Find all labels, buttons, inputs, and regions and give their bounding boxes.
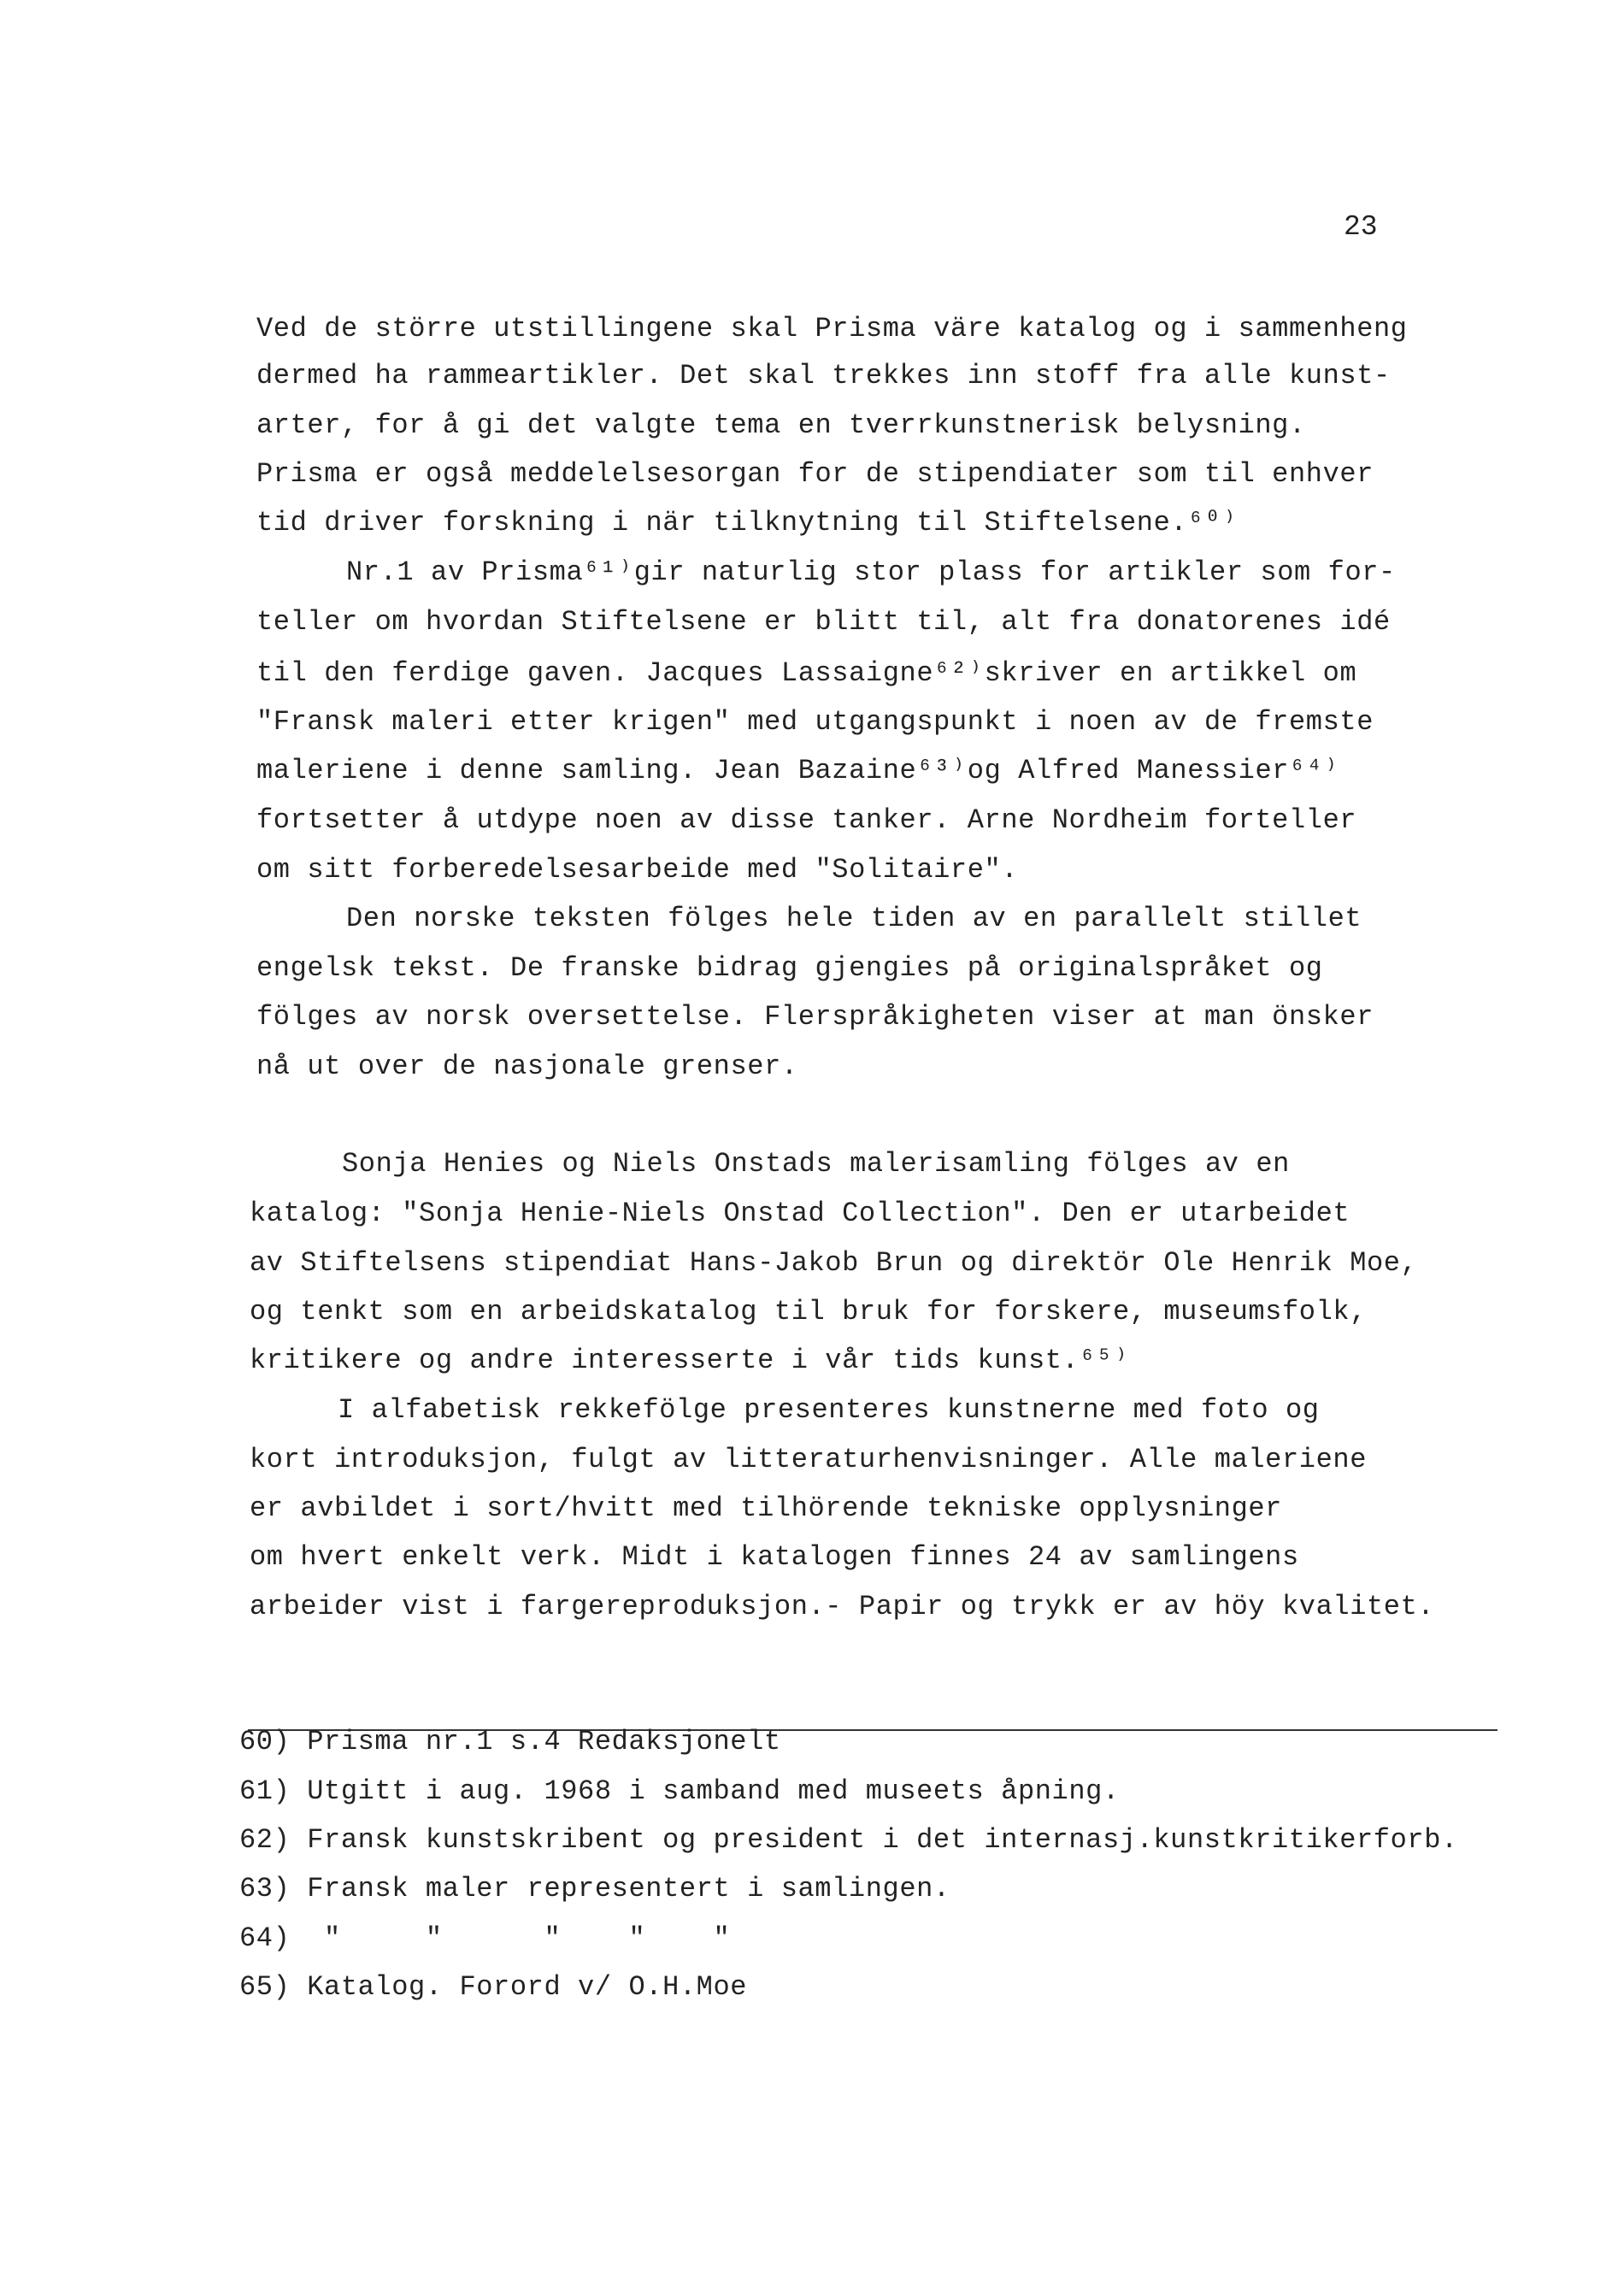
text-line: om sitt forberedelsesarbeide med "Solitaire". (256, 854, 1019, 886)
text-line: I alfabetisk rekkefölge presenteres kunstnerne med foto og (338, 1394, 1320, 1426)
text-line: Nr.1 av Prisma⁶¹⁾gir naturlig stor plass for artikler som for- (346, 556, 1396, 588)
text-line: tid driver forskning i när tilknytning til Stiftelsene.⁶⁰⁾ (256, 507, 1239, 539)
text-line: Ved de större utstillingene skal Prisma väre katalog og i sammenheng (256, 313, 1408, 344)
text-line: kort introduksjon, fulgt av litteraturhenvisninger. Alle maleriene (250, 1444, 1368, 1475)
footnote: 64) " " " " " (239, 1922, 731, 1954)
text-line: nå ut over de nasjonale grenser. (256, 1051, 798, 1082)
text-line: "Fransk maleri etter krigen" med utgangspunkt i noen av de fremste (256, 706, 1374, 738)
text-line: Prisma er også meddelelsesorgan for de stipendiater som til enhver (256, 458, 1374, 490)
text-line: til den ferdige gaven. Jacques Lassaigne⁶²⁾skriver en artikkel om (256, 657, 1357, 689)
text-line: om hvert enkelt verk. Midt i katalogen finnes 24 av samlingens (250, 1541, 1299, 1573)
text-line: fölges av norsk oversettelse. Flerspråkigheten viser at man önsker (256, 1001, 1374, 1033)
text-line: teller om hvordan Stiftelsene er blitt til, alt fra donatorenes idé (256, 606, 1391, 638)
text-line: katalog: "Sonja Henie-Niels Onstad Collection". Den er utarbeidet (250, 1198, 1350, 1229)
footnote: 60) Prisma nr.1 s.4 Redaksjonelt (239, 1726, 781, 1757)
text-line: Sonja Henies og Niels Onstads malerisamling fölges av en (342, 1148, 1290, 1180)
page-number: 23 (1344, 211, 1378, 243)
footnote: 65) Katalog. Forord v/ O.H.Moe (239, 1971, 748, 2003)
footnote: 62) Fransk kunstskribent og president i det internasj.kunstkritikerforb. (239, 1824, 1458, 1856)
text-line: fortsetter å utdype noen av disse tanker. Arne Nordheim forteller (256, 804, 1357, 836)
text-line: kritikere og andre interesserte i vår tids kunst.⁶⁵⁾ (250, 1345, 1130, 1376)
text-line: arter, for å gi det valgte tema en tverrkunstnerisk belysning. (256, 409, 1306, 441)
text-line: Den norske teksten fölges hele tiden av en parallelt stillet (346, 903, 1362, 934)
footnote: 63) Fransk maler representert i samlingen. (239, 1873, 950, 1905)
text-line: er avbildet i sort/hvitt med tilhörende tekniske opplysninger (250, 1492, 1282, 1524)
text-line: arbeider vist i fargereproduksjon.- Papir og trykk er av höy kvalitet. (250, 1591, 1435, 1622)
text-line: og tenkt som en arbeidskatalog til bruk for forskere, museumsfolk, (250, 1296, 1368, 1328)
text-line: av Stiftelsens stipendiat Hans-Jakob Brun og direktör Ole Henrik Moe, (250, 1247, 1418, 1279)
footnote: 61) Utgitt i aug. 1968 i samband med museets åpning. (239, 1775, 1120, 1807)
text-line: maleriene i denne samling. Jean Bazaine⁶³⁾og Alfred Manessier⁶⁴⁾ (256, 755, 1340, 786)
text-line: dermed ha rammeartikler. Det skal trekkes inn stoff fra alle kunst- (256, 360, 1391, 391)
text-line: engelsk tekst. De franske bidrag gjengies på originalspråket og (256, 952, 1323, 984)
